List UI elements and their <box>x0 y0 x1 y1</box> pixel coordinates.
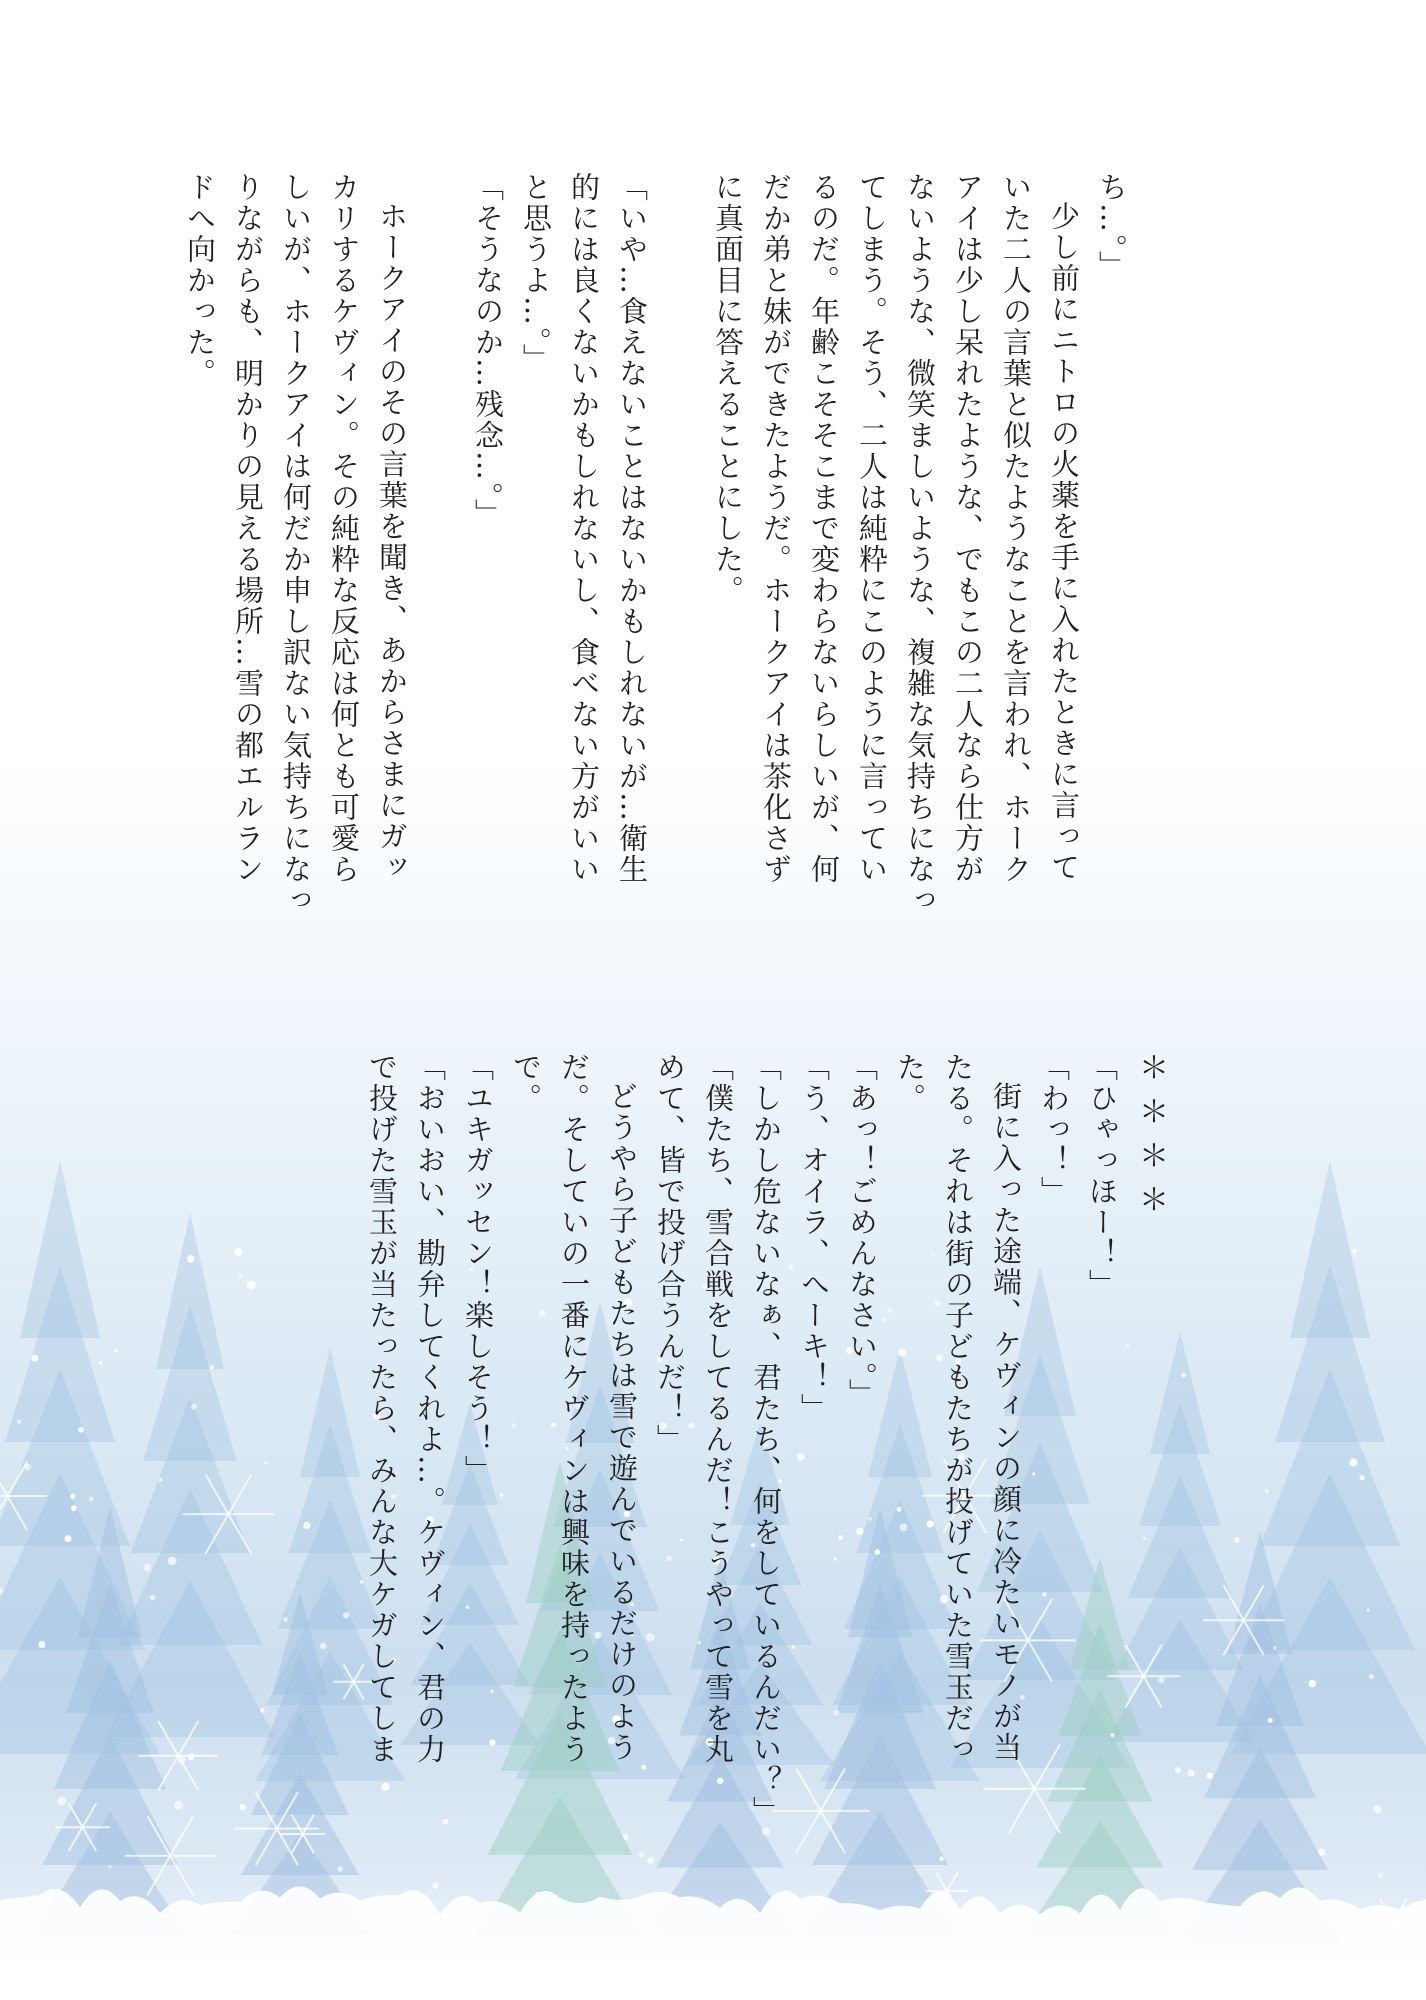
snowflake-dot <box>143 1564 151 1572</box>
text-block-upper <box>176 172 1136 992</box>
dialogue-line: 「しかし危ないなぁ、君たち、何をしているんだい？」 <box>749 1052 783 1827</box>
dialogue-line: 「う、オイラ、へーキ！」 <box>797 1052 831 1424</box>
snowflake-dot <box>31 1355 38 1362</box>
dialogue-line: 「おいおい、勘弁してくれよ…。ケヴィン、君の力 で投げた雪玉が当たったら、みんな大ケガしてしま <box>365 1052 447 1765</box>
snowflake-dot <box>1265 1489 1269 1493</box>
snowflake-dot <box>1308 1680 1316 1688</box>
tree-shape <box>300 1348 360 1477</box>
snowflake-dot <box>70 1494 75 1499</box>
tree-shape <box>156 1213 224 1369</box>
paragraph: 少し前にニトロの火薬を手に入れたときに言って いた二人の言葉と似たようなことを言われ、ホーク アイは少し呆れたような、でもこの二人なら仕方が ないような、微笑ましいような、複雑な気持ちになっ てしまう。そう、二人は純粋にこのように言ってい るのだ。年齢こそそこまで変わらないらしいが、何 だか弟と妹ができたようだ。ホークアイは茶化さず に真面目に答えることにした。 <box>711 172 1081 916</box>
dialogue-line: 「いや…食えないことはないかもしれないが…衛生 的には良くないかもしれないし、食べない方がいい と思うよ…。」 <box>519 172 649 885</box>
snowflake-dot <box>1234 1537 1239 1542</box>
snowflake-dot <box>1350 1458 1358 1466</box>
paragraph: どうやら子どもたちは雪で遊んでいるだけのよう だ。そしていの一番にケヴィンは興味を持ったよう で。 <box>509 1052 639 1765</box>
snowflake-dot <box>65 1535 72 1542</box>
snowflake-dot <box>78 1427 84 1433</box>
scene-break: ＊＊＊＊ <box>1133 1052 1168 1228</box>
snowflake-dot <box>1367 1609 1370 1612</box>
snowflake-dot <box>99 1361 103 1365</box>
paragraph: ホークアイのその言葉を聞き、あからさまにガッ カリするケヴィン。その純粋な反応は何とも可愛ら しいが、ホークアイは何だか申し訳ない気持ちになっ りながらも、明かりの見える場所…雪の都エルラン ドへ向かった。 <box>183 172 409 916</box>
snowflake-dot <box>239 1275 242 1278</box>
snowflake-dot <box>264 1461 267 1464</box>
snowflake-dot <box>115 1349 119 1353</box>
snowflake-dot <box>1369 1674 1374 1679</box>
snowflake-dot <box>1268 1718 1273 1723</box>
snowflake-dot <box>150 1595 156 1601</box>
snowflake-dot <box>303 1522 310 1529</box>
snowflake-dot <box>71 1505 77 1511</box>
snowflake-dot <box>108 1865 111 1868</box>
snowflake-dot <box>247 1281 256 1290</box>
dialogue-line: 「そうなのか…残念…。」 <box>471 172 505 530</box>
snowflake-dot <box>239 1804 245 1810</box>
snowflake-dot <box>1207 1773 1213 1779</box>
tree-shape <box>1290 1161 1370 1338</box>
snowflake-dot <box>260 1708 264 1712</box>
snowflake-dot <box>89 1497 93 1501</box>
snowflake-dot <box>17 1420 21 1424</box>
snowflake-dot <box>337 1866 343 1872</box>
snowflake-dot <box>168 1557 177 1566</box>
tree-shape <box>20 1161 100 1338</box>
snowflake-dot <box>1359 1475 1365 1481</box>
snowflake-dot <box>191 1404 197 1410</box>
dialogue-line: 「僕たち、雪合戦をしてるんだ！こうやって雪を丸 めて、皆で投げ合うんだ！」 <box>653 1052 735 1765</box>
snowflake-dot <box>174 1801 182 1809</box>
snowflake-dot <box>1175 1767 1181 1773</box>
blank-line <box>416 172 464 992</box>
snowflake-dot <box>209 1365 214 1370</box>
dialogue-line: 「あっ！ごめんなさい。」 <box>845 1052 879 1410</box>
dialogue-line: 「わっ！」 <box>1037 1052 1071 1207</box>
snowflake-dot <box>188 1754 195 1761</box>
snowflake-dot <box>283 1617 288 1622</box>
snowflake-dot <box>1373 1805 1382 1814</box>
snowflake-dot <box>57 1797 66 1806</box>
blank-line <box>656 172 704 992</box>
snowflake-dot <box>187 1255 194 1262</box>
snowflake-dot <box>1352 1249 1357 1254</box>
snowflake-dot <box>1181 1372 1186 1377</box>
snowflake-dot <box>234 1248 242 1256</box>
dialogue-line: 「ひゃっほー！」 <box>1085 1052 1119 1300</box>
text-block-lower <box>358 1052 1174 1952</box>
snowflake-dot <box>159 1478 163 1482</box>
snowflake-dot <box>1318 1849 1325 1856</box>
paragraph: 街に入った途端、ケヴィンの顔に冷たいモノが当 たる。それは街の子どもたちが投げていた雪玉だっ た。 <box>893 1052 1023 1765</box>
snowflake-dot <box>1187 1769 1194 1776</box>
snowflake-dot <box>320 1643 327 1650</box>
snowflake-dot <box>1378 1873 1382 1877</box>
dialogue-line: 「ユキガッセン！楽しそう！」 <box>461 1052 495 1486</box>
snowflake-dot <box>343 1612 349 1618</box>
snowflake-dot <box>38 1641 45 1648</box>
snowflake-dot <box>1273 1646 1277 1650</box>
paragraph: ち…。」 <box>1095 172 1129 282</box>
